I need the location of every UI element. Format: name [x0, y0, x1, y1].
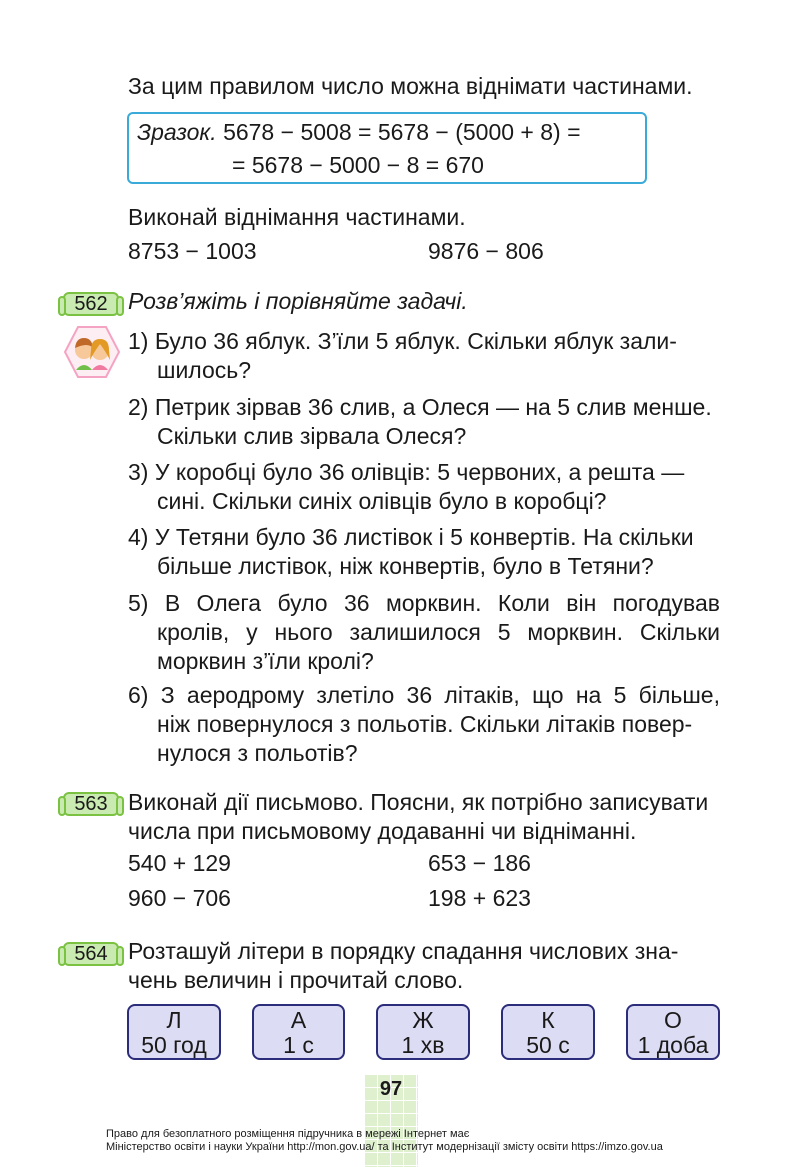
footer-line-2: Міністерство освіти і науки України http://mon.gov.ua/ та Інститут модернізації змісту освіти https://imzo.gov.ua: [106, 1141, 663, 1153]
task-562-item-3-line-2: сині. Скільки синіх олівців було в коробці?: [157, 488, 607, 514]
task-563-expr-2: 653 − 186: [428, 850, 531, 876]
intro-text: За цим правилом число можна віднімати частинами.: [128, 73, 693, 99]
tile-value: 1 с: [283, 1032, 314, 1058]
task-562-item-5-line-1: 5) В Олега було 36 морквин. Коли він погодував: [128, 590, 720, 616]
task-563-expr-4: 198 + 623: [428, 885, 531, 911]
task-562-item-1-line-1: 1) Було 36 яблук. З’їли 5 яблук. Скільки яблук зали-: [128, 328, 677, 354]
tile-letter: Л: [166, 1007, 182, 1033]
tile-value: 50 с: [526, 1032, 570, 1058]
tile-letter: Ж: [412, 1007, 434, 1033]
task-562-item-2-line-2: Скільки слив зірвала Олеся?: [157, 423, 467, 449]
task-563-expr-1: 540 + 129: [128, 850, 231, 876]
tile-letter: А: [290, 1007, 307, 1033]
sample-label: Зразок.: [137, 119, 217, 145]
task-562-item-6-line-3: нулося з польотів?: [157, 740, 358, 766]
task-562-item-1-line-2: шилось?: [157, 357, 252, 383]
letter-tile-k: [501, 1004, 595, 1060]
task-number-564: 564: [63, 942, 119, 966]
letter-tile-a: [252, 1004, 345, 1060]
exercise-left: 8753 − 1003: [128, 238, 257, 264]
exercise-text: Виконай віднімання частинами.: [128, 204, 466, 230]
page-number: 97: [379, 1078, 403, 1100]
task-563-line-2: числа при письмовому додаванні чи відніманні.: [128, 818, 637, 844]
task-562-item-3-line-1: 3) У коробці було 36 олівців: 5 червоних, а решта —: [128, 459, 685, 485]
task-number-563: 563: [63, 792, 119, 816]
task-562-item-5-line-3: морквин з’їли кролі?: [157, 648, 374, 674]
letter-tile-o: [626, 1004, 720, 1060]
task-562-title: Розв’яжіть і порівняйте задачі.: [128, 288, 468, 314]
tile-letter: О: [664, 1007, 682, 1033]
sample-expression-1: 5678 − 5008 = 5678 − (5000 + 8) =: [223, 119, 581, 145]
footer-line-1: Право для безоплатного розміщення підручника в мережі Інтернет має: [106, 1128, 470, 1140]
exercise-right: 9876 − 806: [428, 238, 544, 264]
letter-tile-zh: [376, 1004, 470, 1060]
two-children-icon: [64, 326, 120, 378]
task-562-item-5-line-2: кролів, у нього залишилося 5 морквин. Скільки: [157, 619, 720, 645]
task-number-562: 562: [63, 292, 119, 316]
tile-letter: К: [541, 1007, 555, 1033]
task-564-line-2: чень величин і прочитай слово.: [128, 967, 464, 993]
tile-value: 50 год: [141, 1032, 207, 1058]
task-563-expr-3: 960 − 706: [128, 885, 231, 911]
sample-line-1: [137, 118, 581, 147]
tile-value: 1 хв: [401, 1032, 445, 1058]
task-562-item-4-line-2: більше листівок, ніж конвертів, було в Тетяни?: [157, 553, 654, 579]
task-564-line-1: Розташуй літери в порядку спадання числових зна-: [128, 938, 679, 964]
task-562-item-2-line-1: 2) Петрик зірвав 36 слив, а Олеся — на 5 слив менше.: [128, 394, 712, 420]
sample-line-2: = 5678 − 5000 − 8 = 670: [232, 152, 484, 178]
task-562-item-4-line-1: 4) У Тетяни було 36 листівок і 5 конвертів. На скільки: [128, 524, 694, 550]
task-563-line-1: Виконай дії письмово. Поясни, як потрібно записувати: [128, 789, 709, 815]
letter-tile-l: [127, 1004, 221, 1060]
tile-value: 1 доба: [637, 1032, 709, 1058]
task-562-item-6-line-2: ніж повернулося з польотів. Скільки літаків повер-: [157, 711, 693, 737]
task-562-item-6-line-1: 6) З аеродрому злетіло 36 літаків, що на 5 більше,: [128, 682, 720, 708]
